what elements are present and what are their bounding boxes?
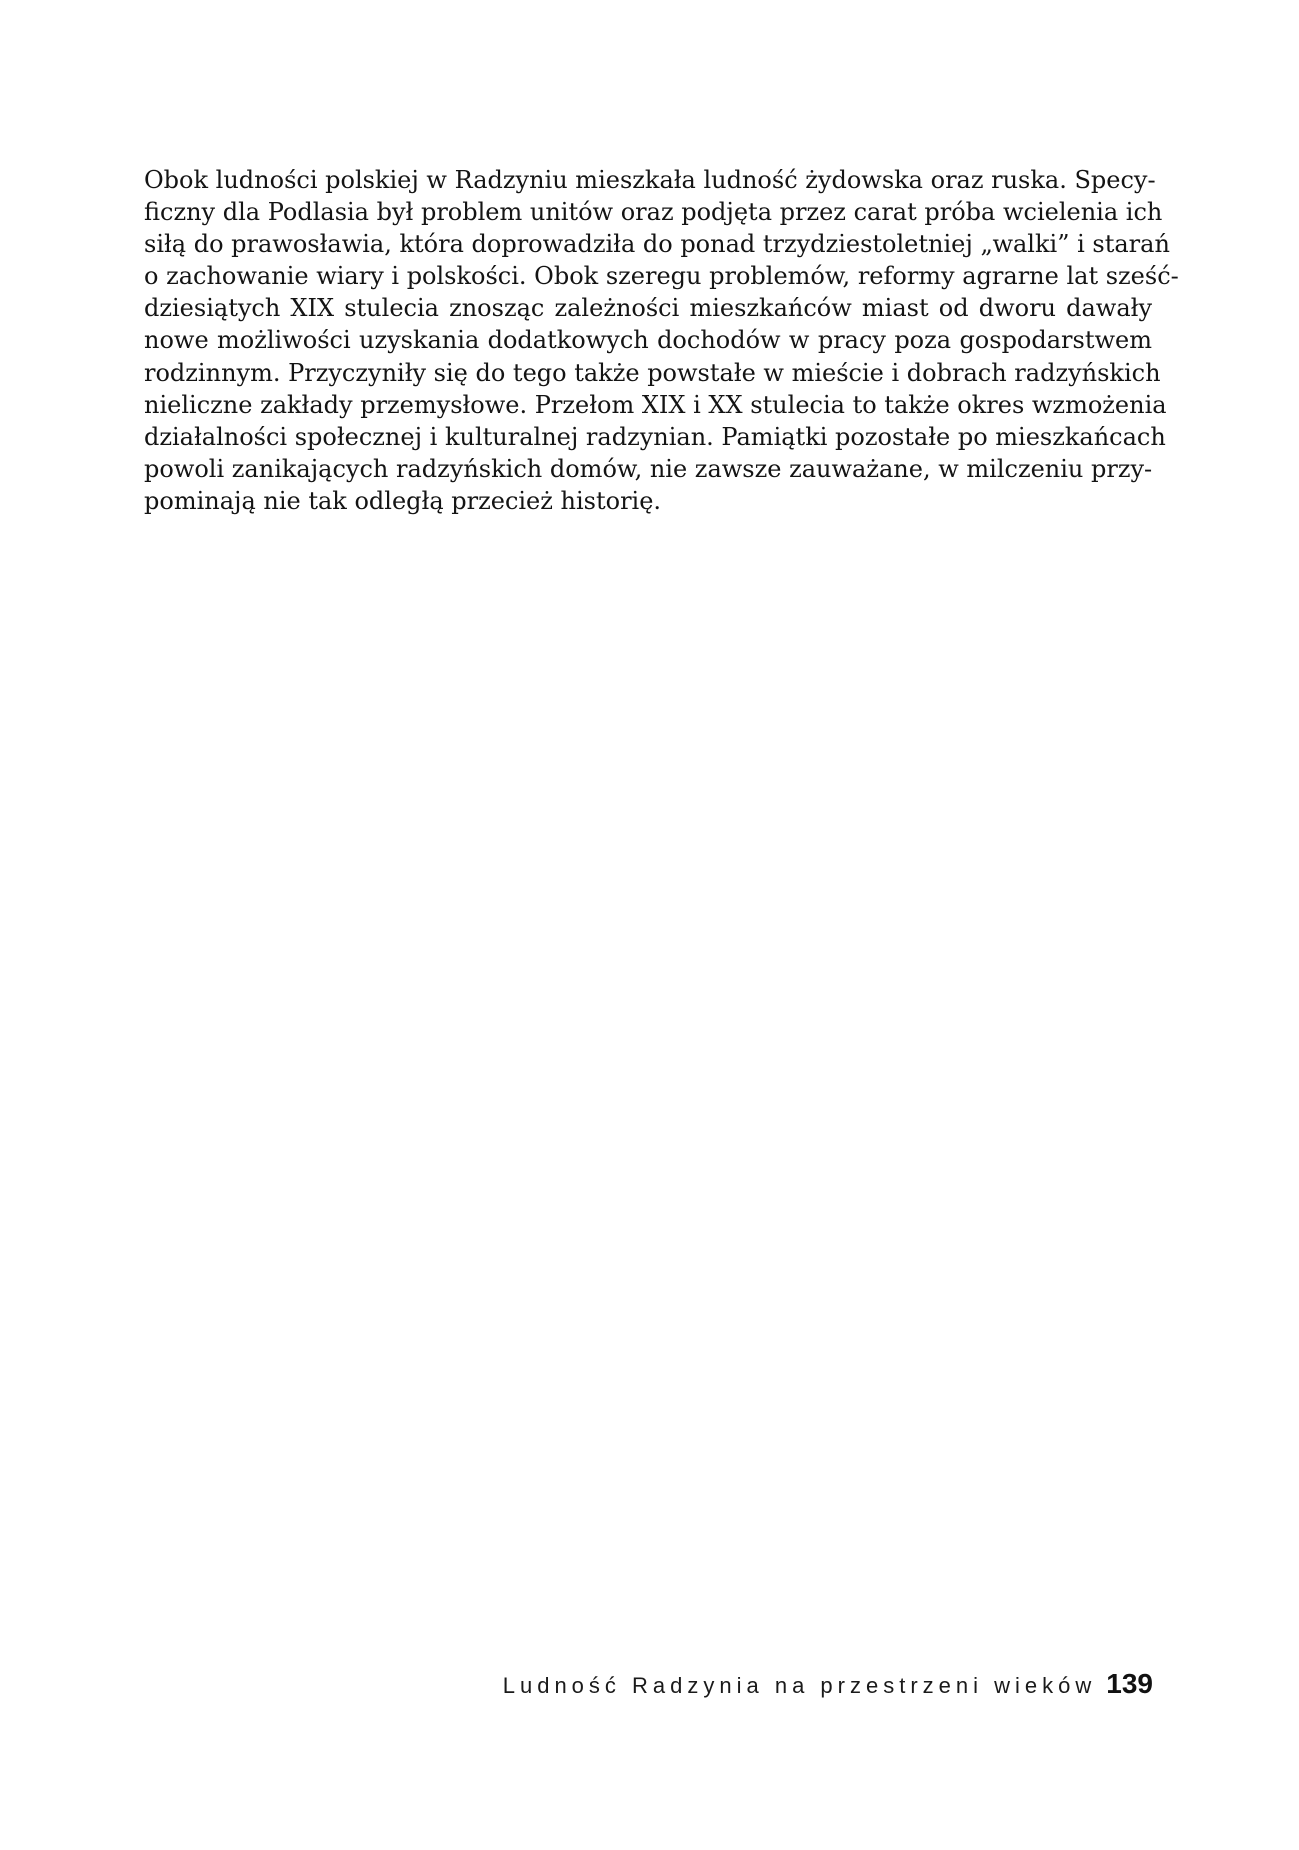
paragraph-line: rodzinnym. Przyczyniły się do tego także powstałe w mieście i dobrach radzyńskich — [144, 358, 1161, 387]
paragraph-line: nowe możliwości uzyskania dodatkowych dochodów w pracy poza gospodarstwem — [144, 326, 1152, 355]
paragraph-line: siłą do prawosławia, która doprowadziła do ponad trzydziestoletniej „walki” i starań — [144, 230, 1170, 259]
paragraph-line: o zachowanie wiary i polskości. Obok szeregu problemów, reformy agrarne lat sześć- — [144, 262, 1179, 291]
paragraph-line: nieliczne zakłady przemysłowe. Przełom XIX i XX stulecia to także okres wzmożenia — [144, 390, 1167, 419]
paragraph-line: Obok ludności polskiej w Radzyniu mieszkała ludność żydowska oraz ruska. Specy- — [144, 166, 1156, 194]
paragraph-line: dziesiątych XIX stulecia znosząc zależności mieszkańców miast od dworu dawały — [144, 294, 1152, 323]
paragraph-line: powoli zanikających radzyńskich domów, nie zawsze zauważane, w milczeniu przy- — [144, 454, 1153, 483]
paragraph-line-last: pominają nie tak odległą przecież historię. — [144, 486, 662, 515]
paragraph-line: ficzny dla Podlasia był problem unitów oraz podjęta przez carat próba wcielenia ich — [144, 198, 1163, 227]
paragraph-line: działalności społecznej i kulturalnej radzynian. Pamiątki pozostałe po mieszkańcach — [144, 422, 1166, 451]
body-paragraph — [144, 164, 1179, 517]
page-number: 139 — [1106, 1668, 1153, 1699]
page-footer — [0, 1668, 1153, 1700]
running-head: Ludność Radzynia na przestrzeni wieków — [502, 1673, 1097, 1698]
